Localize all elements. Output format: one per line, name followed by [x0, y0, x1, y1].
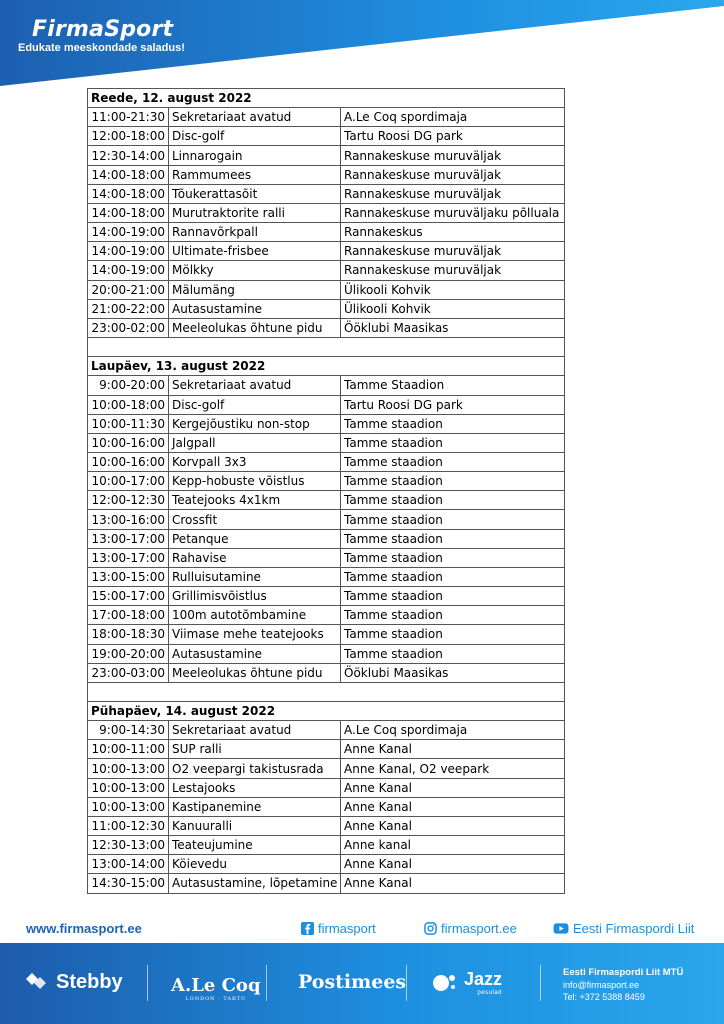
time-cell: 23:00-03:00 [88, 663, 169, 682]
time-cell: 12:30-13:00 [88, 836, 169, 855]
facebook-label: firmasport [318, 921, 376, 936]
table-row [88, 548, 565, 567]
event-cell: Autasustamine [169, 299, 341, 318]
table-row [88, 414, 565, 433]
time-cell: 14:00-18:00 [88, 203, 169, 222]
time-cell: 10:00-11:00 [88, 740, 169, 759]
table-row [88, 816, 565, 835]
time-cell: 14:00-19:00 [88, 223, 169, 242]
location-cell: Anne Kanal [341, 816, 565, 835]
table-row [88, 663, 565, 682]
event-cell: Autasustamine [169, 644, 341, 663]
instagram-link[interactable] [424, 921, 517, 936]
time-cell: 10:00-11:30 [88, 414, 169, 433]
time-cell: 19:00-20:00 [88, 644, 169, 663]
time-cell: 13:00-14:00 [88, 855, 169, 874]
event-cell: Disc-golf [169, 127, 341, 146]
time-cell: 17:00-18:00 [88, 606, 169, 625]
time-cell: 12:00-12:30 [88, 491, 169, 510]
time-cell: 11:00-21:30 [88, 108, 169, 127]
event-cell: Crossfit [169, 510, 341, 529]
event-cell: Lestajooks [169, 778, 341, 797]
stebby-name: Stebby [56, 971, 123, 993]
table-row [88, 587, 565, 606]
location-cell: Ülikooli Kohvik [341, 280, 565, 299]
location-cell: Tamme staadion [341, 625, 565, 644]
location-cell: A.Le Coq spordimaja [341, 108, 565, 127]
time-cell: 14:00-19:00 [88, 242, 169, 261]
time-cell: 20:00-21:00 [88, 280, 169, 299]
jazz-name: Jazz [464, 969, 503, 989]
table-row [88, 836, 565, 855]
location-cell: Tamme staadion [341, 452, 565, 471]
event-cell: SUP ralli [169, 740, 341, 759]
location-cell: Tamme staadion [341, 510, 565, 529]
website-link[interactable]: www.firmasport.ee [26, 921, 142, 936]
spacer-row [88, 338, 565, 357]
event-cell: Kanuuralli [169, 816, 341, 835]
event-cell: Rammumees [169, 165, 341, 184]
brand-logo: FirmaSport [32, 17, 174, 42]
org-phone: Tel: +372 5388 8459 [563, 992, 645, 1002]
time-cell: 10:00-13:00 [88, 759, 169, 778]
time-cell: 10:00-16:00 [88, 433, 169, 452]
location-cell: Tamme staadion [341, 529, 565, 548]
location-cell: Tamme staadion [341, 606, 565, 625]
location-cell: Anne Kanal [341, 797, 565, 816]
day-header-row [88, 702, 565, 721]
table-row [88, 299, 565, 318]
table-row [88, 797, 565, 816]
stebby-logo [26, 971, 123, 994]
location-cell: Anne kanal [341, 836, 565, 855]
table-row [88, 472, 565, 491]
time-cell: 13:00-15:00 [88, 567, 169, 586]
day-header-row [88, 89, 565, 108]
time-cell: 13:00-17:00 [88, 529, 169, 548]
table-row [88, 242, 565, 261]
table-row [88, 223, 565, 242]
schedule-table [87, 88, 565, 894]
footer [0, 943, 724, 1024]
location-cell: Rannakeskuse muruväljak [341, 184, 565, 203]
table-row [88, 146, 565, 165]
table-row [88, 529, 565, 548]
time-cell: 12:30-14:00 [88, 146, 169, 165]
location-cell: Tamme staadion [341, 548, 565, 567]
time-cell: 14:00-19:00 [88, 261, 169, 280]
day-title: Pühapäev, 14. august 2022 [88, 702, 565, 721]
location-cell: Tamme staadion [341, 433, 565, 452]
instagram-icon [424, 922, 437, 935]
location-cell: Ööklubi Maasikas [341, 318, 565, 337]
table-row [88, 452, 565, 471]
lecoq-logo [171, 975, 261, 1002]
location-cell: Ülikooli Kohvik [341, 299, 565, 318]
table-row [88, 165, 565, 184]
day-title: Reede, 12. august 2022 [88, 89, 565, 108]
event-cell: Teateujumine [169, 836, 341, 855]
location-cell: Tamme staadion [341, 644, 565, 663]
divider [147, 965, 148, 1001]
table-row [88, 606, 565, 625]
location-cell: Rannakeskuse muruväljak [341, 261, 565, 280]
spacer-cell [88, 338, 565, 357]
table-row [88, 625, 565, 644]
event-cell: O2 veepargi takistusrada [169, 759, 341, 778]
event-cell: Linnarogain [169, 146, 341, 165]
location-cell: Rannakeskuse muruväljak [341, 146, 565, 165]
postimees-logo: Postimees [298, 971, 407, 993]
event-cell: Jalgpall [169, 433, 341, 452]
lecoq-subtitle: LONDON · TARTU [185, 996, 247, 1002]
time-cell: 21:00-22:00 [88, 299, 169, 318]
divider [406, 965, 407, 1001]
event-cell: Sekretariaat avatud [169, 376, 341, 395]
table-row [88, 108, 565, 127]
divider [540, 965, 541, 1001]
facebook-icon [301, 922, 314, 935]
event-cell: Murutraktorite ralli [169, 203, 341, 222]
spacer-cell [88, 682, 565, 701]
table-row [88, 510, 565, 529]
event-cell: Meeleolukas õhtune pidu [169, 318, 341, 337]
event-cell: Kastipanemine [169, 797, 341, 816]
time-cell: 9:00-14:30 [88, 721, 169, 740]
header [0, 0, 724, 86]
social-bar [0, 918, 724, 940]
day-title: Laupäev, 13. august 2022 [88, 357, 565, 376]
time-cell: 9:00-20:00 [88, 376, 169, 395]
location-cell: Rannakeskuse muruväljak [341, 165, 565, 184]
table-row [88, 280, 565, 299]
time-cell: 15:00-17:00 [88, 587, 169, 606]
facebook-link[interactable] [301, 921, 376, 936]
location-cell: Rannakeskuse muruväljak [341, 242, 565, 261]
table-row [88, 740, 565, 759]
table-row [88, 491, 565, 510]
event-cell: Meeleolukas õhtune pidu [169, 663, 341, 682]
time-cell: 13:00-17:00 [88, 548, 169, 567]
time-cell: 14:00-18:00 [88, 184, 169, 203]
time-cell: 14:30-15:00 [88, 874, 169, 893]
time-cell: 23:00-02:00 [88, 318, 169, 337]
location-cell: Anne Kanal [341, 874, 565, 893]
jazz-subtitle: pesulad [477, 990, 503, 996]
lecoq-name: A.Le Coq [171, 975, 261, 996]
location-cell: Anne Kanal, O2 veepark [341, 759, 565, 778]
location-cell: Rannakeskus [341, 223, 565, 242]
location-cell: Ööklubi Maasikas [341, 663, 565, 682]
table-row [88, 184, 565, 203]
youtube-label: Eesti Firmaspordi Liit [573, 921, 695, 936]
table-row [88, 759, 565, 778]
time-cell: 18:00-18:30 [88, 625, 169, 644]
event-cell: Mälumäng [169, 280, 341, 299]
time-cell: 14:00-18:00 [88, 165, 169, 184]
event-cell: Tõukerattasõit [169, 184, 341, 203]
time-cell: 10:00-18:00 [88, 395, 169, 414]
event-cell: Rulluisutamine [169, 567, 341, 586]
event-cell: Viimase mehe teatejooks [169, 625, 341, 644]
table-row [88, 567, 565, 586]
time-cell: 10:00-13:00 [88, 797, 169, 816]
event-cell: Köievedu [169, 855, 341, 874]
org-contact [563, 967, 683, 1003]
table-row [88, 778, 565, 797]
time-cell: 13:00-16:00 [88, 510, 169, 529]
org-name: Eesti Firmaspordi Liit MTÜ [563, 967, 684, 978]
table-row [88, 644, 565, 663]
location-cell: Anne Kanal [341, 778, 565, 797]
table-row [88, 127, 565, 146]
stebby-icon [26, 973, 50, 993]
event-cell: Sekretariaat avatud [169, 721, 341, 740]
time-cell: 10:00-13:00 [88, 778, 169, 797]
event-cell: Disc-golf [169, 395, 341, 414]
youtube-icon [553, 922, 569, 935]
table-row [88, 855, 565, 874]
event-cell: Kepp-hobuste võistlus [169, 472, 341, 491]
table-row [88, 721, 565, 740]
time-cell: 12:00-18:00 [88, 127, 169, 146]
event-cell: Rahavise [169, 548, 341, 567]
location-cell: A.Le Coq spordimaja [341, 721, 565, 740]
table-row [88, 395, 565, 414]
location-cell: Rannakeskuse muruväljaku põlluala [341, 203, 565, 222]
location-cell: Tartu Roosi DG park [341, 395, 565, 414]
event-cell: Grillimisvõistlus [169, 587, 341, 606]
event-cell: Korvpall 3x3 [169, 452, 341, 471]
table-row [88, 261, 565, 280]
divider [266, 965, 267, 1001]
spacer-row [88, 682, 565, 701]
event-cell: Rannavõrkpall [169, 223, 341, 242]
event-cell: Mölkky [169, 261, 341, 280]
time-cell: 10:00-16:00 [88, 452, 169, 471]
location-cell: Tamme Staadion [341, 376, 565, 395]
location-cell: Anne Kanal [341, 855, 565, 874]
org-email[interactable]: info@firmasport.ee [563, 980, 640, 990]
event-cell: Ultimate-frisbee [169, 242, 341, 261]
location-cell: Anne Kanal [341, 740, 565, 759]
table-row [88, 318, 565, 337]
time-cell: 10:00-17:00 [88, 472, 169, 491]
location-cell: Tamme staadion [341, 472, 565, 491]
event-cell: Sekretariaat avatud [169, 108, 341, 127]
event-cell: Autasustamine, lõpetamine [169, 874, 341, 893]
slogan: Edukate meeskondade saladus! [18, 42, 185, 54]
location-cell: Tamme staadion [341, 491, 565, 510]
time-cell: 11:00-12:30 [88, 816, 169, 835]
event-cell: Kergejõustiku non-stop [169, 414, 341, 433]
jazz-icon [432, 972, 458, 994]
event-cell: 100m autotõmbamine [169, 606, 341, 625]
event-cell: Petanque [169, 529, 341, 548]
instagram-label: firmasport.ee [441, 921, 517, 936]
location-cell: Tamme staadion [341, 414, 565, 433]
location-cell: Tartu Roosi DG park [341, 127, 565, 146]
table-row [88, 874, 565, 893]
jazz-logo [432, 969, 502, 996]
event-cell: Teatejooks 4x1km [169, 491, 341, 510]
day-header-row [88, 357, 565, 376]
table-row [88, 203, 565, 222]
youtube-link[interactable] [553, 921, 694, 936]
location-cell: Tamme staadion [341, 587, 565, 606]
table-row [88, 376, 565, 395]
table-row [88, 433, 565, 452]
location-cell: Tamme staadion [341, 567, 565, 586]
